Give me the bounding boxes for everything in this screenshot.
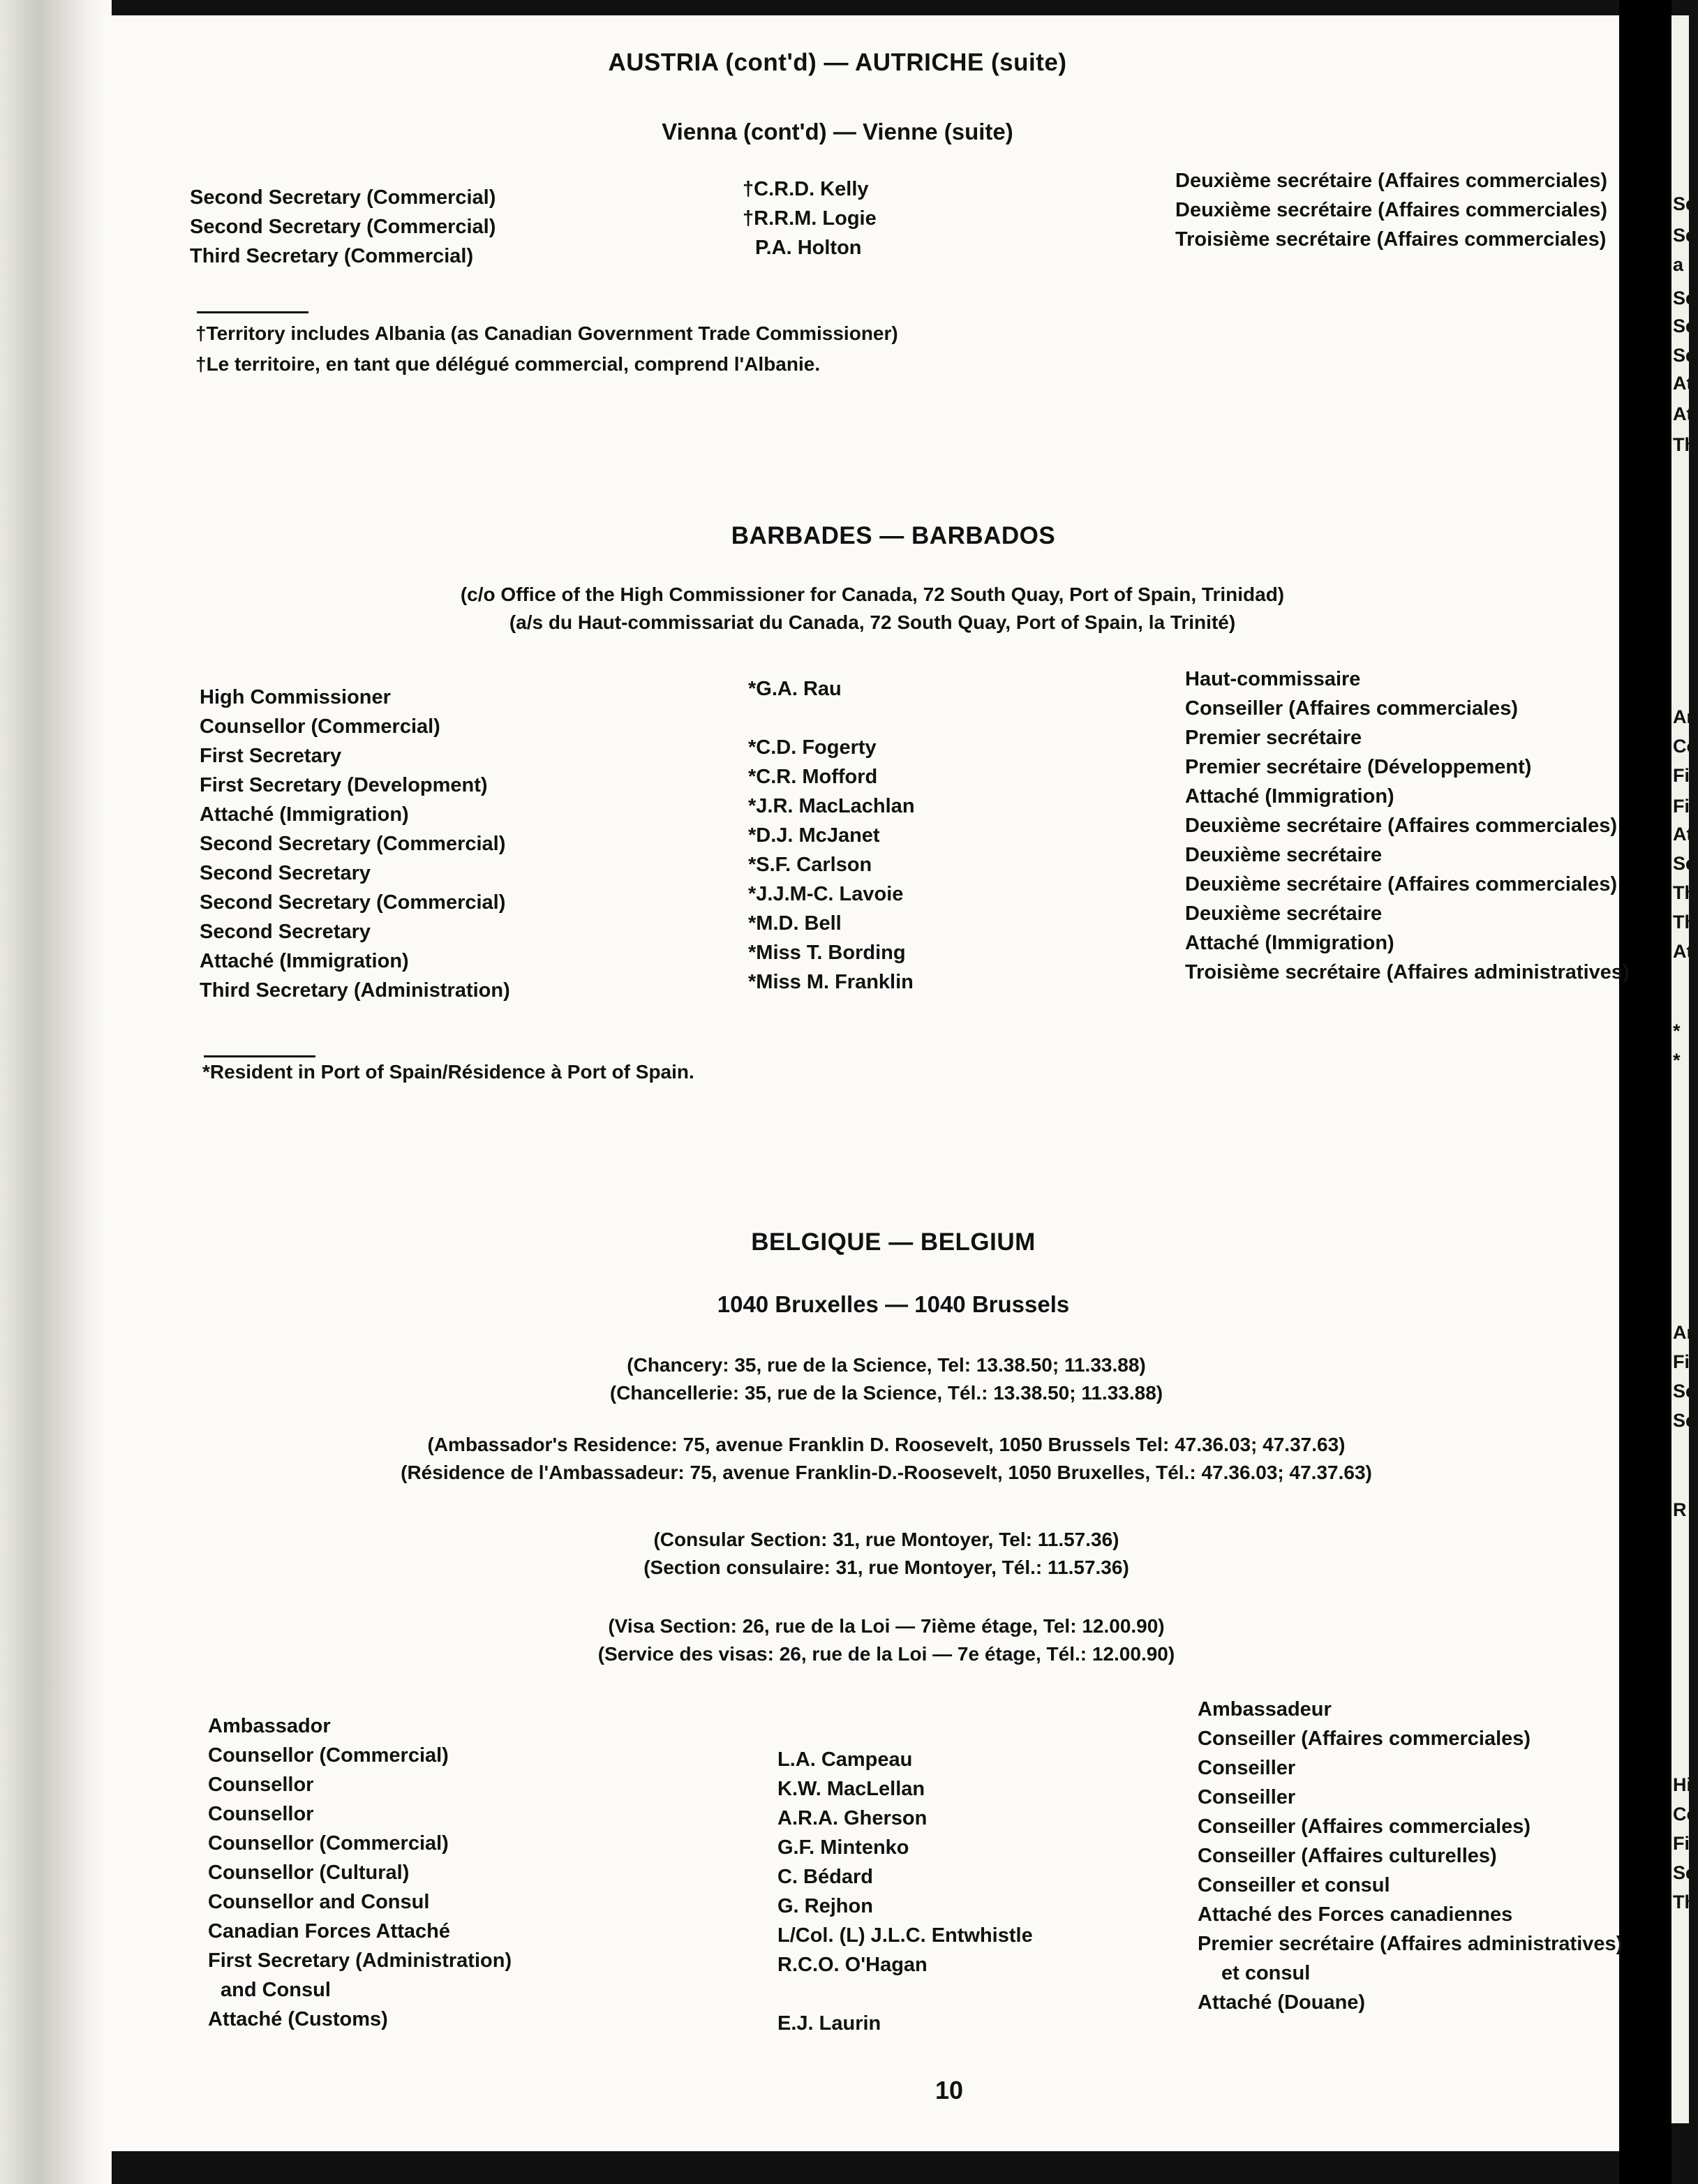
visa-address-fr: (Service des visas: 26, rue de la Loi — 7e étage, Tél.: 12.00.90) <box>597 1643 1175 1665</box>
adjacent-page-text: Se <box>1673 853 1697 874</box>
title-en: Counsellor (Cultural) <box>208 1862 410 1884</box>
barbados-names <box>748 674 915 997</box>
staff-name: R.C.O. O'Hagan <box>777 1954 928 1976</box>
title-fr: Ambassadeur <box>1198 1698 1332 1721</box>
staff-name <box>777 1716 1033 1745</box>
title-en: High Commissioner <box>200 686 391 708</box>
staff-name: C. Bédard <box>777 1866 873 1888</box>
title-fr: Deuxième secrétaire (Affaires commerciales) <box>1185 815 1617 837</box>
belgium-titles-en <box>208 1711 512 2034</box>
staff-name <box>748 704 915 733</box>
title-fr: Troisième secrétaire (Affaires administratives) <box>1185 961 1630 983</box>
belgium-names <box>777 1716 1033 2038</box>
adjacent-page-text: Fi <box>1673 1833 1690 1854</box>
adjacent-page-text: * <box>1673 1050 1681 1071</box>
adjacent-page-text: Se <box>1673 225 1697 246</box>
staff-name: G. Rejhon <box>777 1895 873 1917</box>
staff-name: *S.F. Carlson <box>748 854 872 876</box>
adjacent-page-text: Ar <box>1673 706 1695 727</box>
staff-name: K.W. MacLellan <box>777 1778 925 1800</box>
title-fr: Conseiller (Affaires commerciales) <box>1185 697 1519 720</box>
title-en: First Secretary (Development) <box>200 774 488 796</box>
title-fr: Premier secrétaire (Affaires administratives) <box>1198 1933 1623 1955</box>
title-en: Counsellor <box>208 1803 314 1825</box>
title-fr: Conseiller (Affaires commerciales) <box>1198 1815 1531 1838</box>
title-fr: Troisième secrétaire (Affaires commerciales) <box>1175 228 1607 251</box>
adjacent-page-text: R <box>1673 1499 1687 1520</box>
adjacent-page-text: a <box>1673 254 1684 275</box>
title-fr: Conseiller (Affaires culturelles) <box>1198 1845 1497 1867</box>
barbados-address-en: (c/o Office of the High Commissioner for Canada, 72 South Quay, Port of Spain, Trinidad) <box>460 584 1285 605</box>
chancery-address-en: (Chancery: 35, rue de la Science, Tel: 13.38.50; 11.33.88) <box>627 1354 1146 1376</box>
title-en: Second Secretary (Commercial) <box>190 216 496 238</box>
staff-name: L.A. Campeau <box>777 1748 913 1771</box>
adjacent-page-text: Se <box>1673 1381 1697 1402</box>
adjacent-page-text: At <box>1673 403 1693 424</box>
staff-name: *M.D. Bell <box>748 912 842 935</box>
title-en: Second Secretary <box>200 921 371 943</box>
staff-name: *G.A. Rau <box>748 678 842 700</box>
footnote-rule <box>204 1055 315 1057</box>
staff-name: G.F. Mintenko <box>777 1836 909 1859</box>
adjacent-page-text: Se <box>1673 193 1697 214</box>
adjacent-page-text: Co <box>1673 1804 1698 1825</box>
title-en: Third Secretary (Administration) <box>200 979 510 1002</box>
consular-address-fr: (Section consulaire: 31, rue Montoyer, Tél.: 11.57.36) <box>643 1557 1129 1578</box>
staff-name: P.A. Holton <box>755 237 862 259</box>
title-fr: Conseiller <box>1198 1757 1296 1779</box>
staff-name: *C.R. Mofford <box>748 766 878 788</box>
title-fr: Conseiller (Affaires commerciales) <box>1198 1728 1531 1750</box>
austria-names <box>743 174 877 262</box>
adjacent-page-text: At <box>1673 941 1693 962</box>
title-fr: Deuxième secrétaire <box>1185 902 1383 925</box>
residence-address-fr: (Résidence de l'Ambassadeur: 75, avenue Franklin-D.-Roosevelt, 1050 Bruxelles, Tél.: 47.36.03; 47.37.63) <box>401 1462 1372 1483</box>
chancery-address-fr: (Chancellerie: 35, rue de la Science, Tél.: 13.38.50; 11.33.88) <box>609 1382 1163 1404</box>
title-en: Second Secretary <box>200 862 371 884</box>
barbados-titles-en <box>200 683 510 1005</box>
austria-titles-fr <box>1175 166 1607 254</box>
adjacent-page-text: Fi <box>1673 765 1690 786</box>
consular-address-en: (Consular Section: 31, rue Montoyer, Tel: 11.57.36) <box>653 1529 1119 1550</box>
barbados-heading: BARBADES — BARBADOS <box>731 522 1056 549</box>
adjacent-page-text: Th <box>1673 1892 1696 1912</box>
adjacent-page-text: Th <box>1673 912 1696 933</box>
page-left-edge <box>0 0 112 2184</box>
book-spine <box>1619 0 1671 2184</box>
title-fr: Deuxième secrétaire <box>1185 844 1383 866</box>
visa-address-en: (Visa Section: 26, rue de la Loi — 7ième étage, Tel: 12.00.90) <box>608 1615 1165 1637</box>
adjacent-page-text: At <box>1673 824 1693 845</box>
austria-footnote-fr: †Le territoire, en tant que délégué commercial, comprend l'Albanie. <box>195 353 821 375</box>
adjacent-page-text: Fi <box>1673 1351 1690 1372</box>
title-fr: Conseiller et consul <box>1198 1874 1390 1896</box>
staff-name: *C.D. Fogerty <box>748 736 877 759</box>
footnote-rule <box>197 311 308 313</box>
adjacent-page-text: Se <box>1673 1410 1697 1431</box>
adjacent-page-text: Se <box>1673 288 1697 309</box>
adjacent-page-text: Ar <box>1673 1322 1695 1343</box>
staff-name: L/Col. (L) J.L.C. Entwhistle <box>777 1924 1033 1947</box>
brussels-subheading: 1040 Bruxelles — 1040 Brussels <box>717 1291 1070 1317</box>
adjacent-page-text: At <box>1673 373 1693 394</box>
title-fr: Deuxième secrétaire (Affaires commerciales) <box>1185 873 1617 896</box>
title-fr: Attaché (Immigration) <box>1185 932 1394 954</box>
staff-name: †R.R.M. Logie <box>743 207 877 230</box>
title-fr: Conseiller <box>1198 1786 1296 1808</box>
title-en: Second Secretary (Commercial) <box>190 186 496 209</box>
belgium-titles-fr <box>1198 1695 1623 2017</box>
austria-titles-en <box>190 183 496 271</box>
staff-name <box>777 1979 1033 2009</box>
title-fr: Deuxième secrétaire (Affaires commerciales) <box>1175 199 1607 221</box>
title-en: Ambassador <box>208 1715 331 1737</box>
title-en: Third Secretary (Commercial) <box>190 245 474 267</box>
belgium-heading: BELGIQUE — BELGIUM <box>751 1228 1036 1256</box>
staff-name: †C.R.D. Kelly <box>743 178 869 200</box>
title-en: Second Secretary (Commercial) <box>200 833 506 855</box>
adjacent-page-text: Se <box>1673 1862 1697 1883</box>
title-en: Attaché (Customs) <box>208 2008 388 2030</box>
title-fr: Deuxième secrétaire (Affaires commerciales) <box>1175 170 1607 192</box>
title-en: Counsellor (Commercial) <box>200 715 440 738</box>
title-fr: Premier secrétaire <box>1185 727 1362 749</box>
title-en: Counsellor and Consul <box>208 1891 430 1913</box>
title-en: Attaché (Immigration) <box>200 803 409 826</box>
title-en: Counsellor <box>208 1774 314 1796</box>
title-en: Canadian Forces Attaché <box>208 1920 451 1942</box>
title-en: and Consul <box>221 1979 331 2001</box>
title-fr: Premier secrétaire (Développement) <box>1185 756 1532 778</box>
barbados-address-fr: (a/s du Haut-commissariat du Canada, 72 South Quay, Port of Spain, la Trinité) <box>509 611 1236 633</box>
adjacent-page-text: Th <box>1673 882 1696 903</box>
austria-footnote-en: †Territory includes Albania (as Canadian Government Trade Commissioner) <box>195 322 898 344</box>
title-fr: Attaché (Douane) <box>1198 1991 1366 2014</box>
adjacent-page-text: Hi <box>1673 1774 1692 1795</box>
adjacent-page-fragment <box>1671 15 1698 2123</box>
barbados-titles-fr <box>1185 664 1630 987</box>
title-en: First Secretary (Administration) <box>208 1949 512 1972</box>
adjacent-page-text: Fi <box>1673 796 1690 817</box>
staff-name: E.J. Laurin <box>777 2012 881 2035</box>
title-en: Counsellor (Commercial) <box>208 1744 449 1767</box>
adjacent-page-text: Se <box>1673 345 1697 366</box>
adjacent-page-text: Co <box>1673 736 1698 757</box>
staff-name: *J.R. MacLachlan <box>748 795 915 817</box>
title-fr: et consul <box>1221 1962 1311 1984</box>
title-en: First Secretary <box>200 745 342 767</box>
staff-name: *Miss M. Franklin <box>748 971 914 993</box>
adjacent-page-text: Th <box>1673 434 1696 455</box>
page-number: 10 <box>934 2076 964 2104</box>
adjacent-page-text: Se <box>1673 315 1697 336</box>
title-fr: Haut-commissaire <box>1185 668 1361 690</box>
residence-address-en: (Ambassador's Residence: 75, avenue Franklin D. Roosevelt, 1050 Brussels Tel: 47.36.03; 47.37.63) <box>427 1434 1346 1455</box>
title-fr: Attaché (Immigration) <box>1185 785 1394 808</box>
title-en: Counsellor (Commercial) <box>208 1832 449 1855</box>
austria-heading: AUSTRIA (cont'd) — AUTRICHE (suite) <box>608 49 1067 76</box>
title-en: Second Secretary (Commercial) <box>200 891 506 914</box>
staff-name: *D.J. McJanet <box>748 824 880 847</box>
title-en: Attaché (Immigration) <box>200 950 409 972</box>
staff-name: *Miss T. Bording <box>748 942 906 964</box>
barbados-footnote: *Resident in Port of Spain/Résidence à Port of Spain. <box>202 1061 694 1083</box>
title-fr: Attaché des Forces canadiennes <box>1198 1903 1513 1926</box>
staff-name: A.R.A. Gherson <box>777 1807 928 1829</box>
adjacent-page-text: * <box>1673 1020 1681 1041</box>
staff-name: *J.J.M-C. Lavoie <box>748 883 904 905</box>
vienna-subheading: Vienna (cont'd) — Vienne (suite) <box>662 119 1013 144</box>
